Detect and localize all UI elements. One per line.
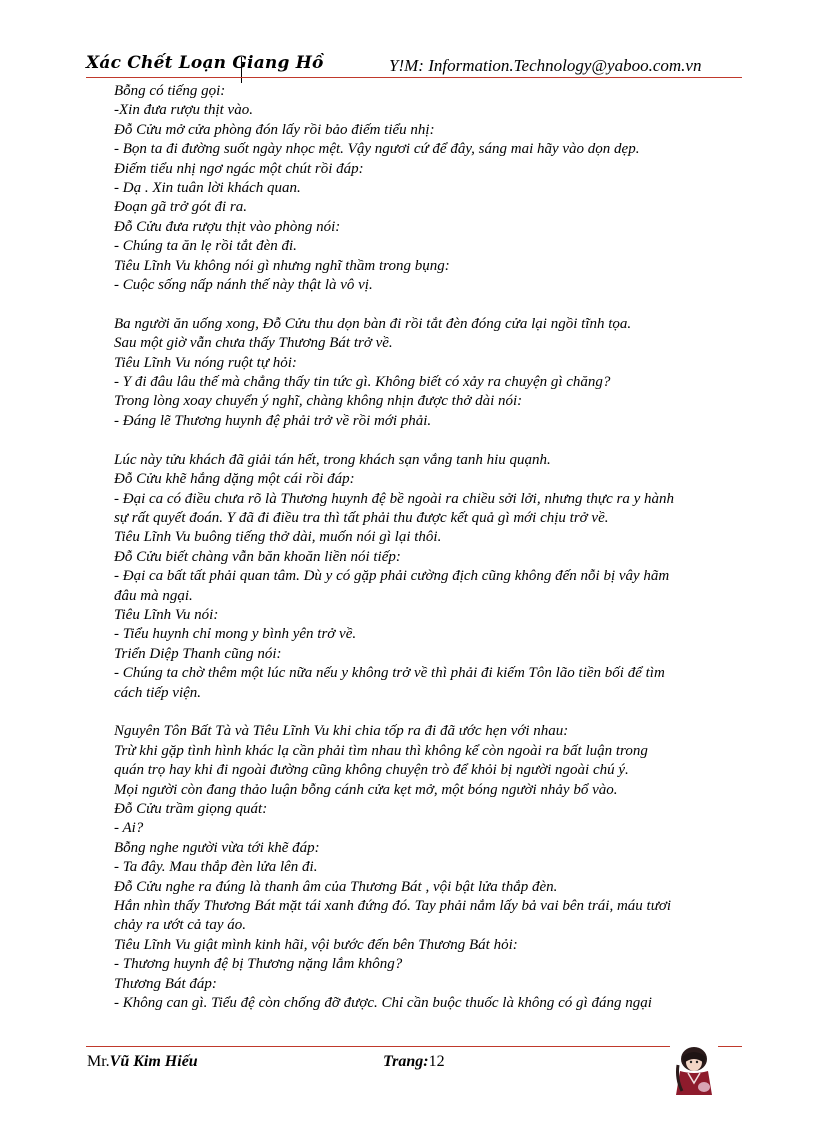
body-line: quán trọ hay khi đi ngoài đường cũng không chuyện trò để khỏi bị người ngoài chú ý. bbox=[114, 762, 629, 779]
body-line: Đỗ Cửu mở cửa phòng đón lấy rồi bảo điếm tiểu nhị: bbox=[114, 121, 435, 138]
body-line: - Dạ . Xin tuân lời khách quan. bbox=[114, 180, 301, 197]
body-text bbox=[114, 82, 724, 1013]
body-line: chảy ra ướt cả tay áo. bbox=[114, 917, 246, 934]
body-line: - Đại ca có điều chưa rõ là Thương huynh đệ bề ngoài ra chiều sởi lởi, nhưng thực ra y hành bbox=[114, 490, 675, 507]
body-line: - Chúng ta ăn lẹ rồi tắt đèn đi. bbox=[114, 238, 297, 255]
body-line: Tiêu Lĩnh Vu giật mình kinh hãi, vội bước đến bên Thương Bát hỏi: bbox=[114, 936, 518, 953]
body-line: Tiêu Lĩnh Vu nói: bbox=[114, 606, 219, 623]
footer-rule bbox=[86, 1046, 670, 1047]
body-line: - Tiểu huynh chỉ mong y bình yên trở về. bbox=[114, 626, 357, 643]
body-line: Trong lòng xoay chuyển ý nghĩ, chàng không nhịn được thở dài nói: bbox=[114, 393, 523, 410]
body-line: Bỗng nghe người vừa tới khẽ đáp: bbox=[114, 839, 320, 856]
body-line: Ba người ăn uống xong, Đỗ Cửu thu dọn bàn đi rồi tắt đèn đóng cửa lại ngồi tĩnh tọa. bbox=[114, 315, 632, 332]
body-line: Thương Bát đáp: bbox=[114, 975, 217, 992]
body-line: Hắn nhìn thấy Thương Bát mặt tái xanh đứng đó. Tay phải nắm lấy bả vai bên trái, máu tươi bbox=[114, 898, 672, 915]
body-line: Đoạn gã trở gót đi ra. bbox=[114, 199, 248, 216]
footer-rule-short bbox=[718, 1046, 742, 1047]
body-line: - Đáng lẽ Thương huynh đệ phải trở về rồi mới phải. bbox=[114, 412, 432, 429]
body-line: Tiêu Lĩnh Vu nóng ruột tự hỏi: bbox=[114, 354, 297, 371]
body-line: - Cuộc sống nấp nánh thế này thật là vô vị. bbox=[114, 277, 373, 294]
body-line: Mọi người còn đang thảo luận bỗng cánh cửa kẹt mở, một bóng người nhảy bổ vào. bbox=[114, 781, 618, 798]
body-line: Tiêu Lĩnh Vu không nói gì nhưng nghĩ thầm trong bụng: bbox=[114, 257, 450, 274]
body-line: Đỗ Cửu trầm giọng quát: bbox=[114, 800, 268, 817]
body-line: - Ai? bbox=[114, 820, 144, 837]
body-line: Đỗ Cửu nghe ra đúng là thanh âm của Thương Bát , vội bật lửa thắp đèn. bbox=[114, 878, 558, 895]
paragraph-spacer bbox=[114, 703, 724, 722]
body-line: Trừ khi gặp tình hình khác lạ cần phải tìm nhau thì không kể còn ngoài ra bất luận trong bbox=[114, 742, 648, 759]
body-line: Đỗ Cửu biết chàng vẫn băn khoăn liền nói tiếp: bbox=[114, 548, 401, 565]
body-line: - Bọn ta đi đường suốt ngày nhọc mệt. Vậy ngươi cứ để đây, sáng mai hãy vào dọn dẹp. bbox=[114, 141, 640, 158]
body-line: - Y đi đâu lâu thế mà chẳng thấy tin tức gì. Không biết có xảy ra chuyện gì chăng? bbox=[114, 374, 611, 391]
header-book-title: Xác Chết Loạn Giang Hồ bbox=[86, 53, 324, 73]
header-rule bbox=[86, 77, 742, 78]
body-line: Lúc này tửu khách đã giải tán hết, trong khách sạn vắng tanh hiu quạnh. bbox=[114, 451, 551, 468]
body-line: - Đại ca bất tất phải quan tâm. Dù y có gặp phải cường địch cũng không đến nỗi bị vây hãm bbox=[114, 568, 670, 585]
body-line: Bỗng có tiếng gọi: bbox=[114, 83, 226, 99]
body-line: Điếm tiểu nhị ngơ ngác một chút rồi đáp: bbox=[114, 160, 364, 177]
anime-avatar-icon bbox=[674, 1045, 714, 1097]
body-line: - Ta đây. Mau thắp đèn lửa lên đi. bbox=[114, 859, 318, 876]
body-line: - Không can gì. Tiểu đệ còn chống đỡ được. Chỉ cần buộc thuốc là không có gì đáng ngại bbox=[114, 995, 652, 1012]
header-decorative-tick bbox=[241, 57, 242, 83]
page-number: 12 bbox=[428, 1053, 445, 1070]
header-contact-email: Y!M: Information.Technology@yaboo.com.vn bbox=[389, 56, 702, 75]
body-line: - Thương huynh đệ bị Thương nặng lắm không? bbox=[114, 956, 403, 973]
body-line: Sau một giờ vẫn chưa thấy Thương Bát trở về. bbox=[114, 335, 393, 352]
paragraph-spacer bbox=[114, 431, 724, 450]
body-line: Đỗ Cửu khẽ hắng dặng một cái rồi đáp: bbox=[114, 471, 355, 488]
body-line: sự rất quyết đoán. Y đã đi điều tra thì tất phải thu được kết quả gì mới chịu trở về. bbox=[114, 509, 609, 526]
body-line: đâu mà ngại. bbox=[114, 587, 193, 604]
footer-author bbox=[87, 1053, 198, 1071]
author-name: Vũ Kim Hiếu bbox=[109, 1053, 198, 1070]
body-line: Nguyên Tôn Bất Tà và Tiêu Lĩnh Vu khi chia tốp ra đi đã ước hẹn với nhau: bbox=[114, 723, 569, 740]
author-prefix: Mr. bbox=[87, 1053, 110, 1070]
body-line: cách tiếp viện. bbox=[114, 684, 202, 701]
footer-page bbox=[383, 1053, 445, 1071]
body-line: -Xin đưa rượu thịt vào. bbox=[114, 102, 253, 119]
page-label: Trang: bbox=[383, 1053, 429, 1070]
paragraph-spacer bbox=[114, 295, 724, 314]
body-line: Tiêu Lĩnh Vu buông tiếng thở dài, muốn nói gì lại thôi. bbox=[114, 529, 442, 546]
body-line: Triển Diệp Thanh cũng nói: bbox=[114, 645, 282, 662]
body-line: - Chúng ta chờ thêm một lúc nữa nếu y không trở về thì phải đi kiếm Tôn lão tiền bối để tìm bbox=[114, 665, 665, 682]
body-line: Đỗ Cửu đưa rượu thịt vào phòng nói: bbox=[114, 218, 341, 235]
